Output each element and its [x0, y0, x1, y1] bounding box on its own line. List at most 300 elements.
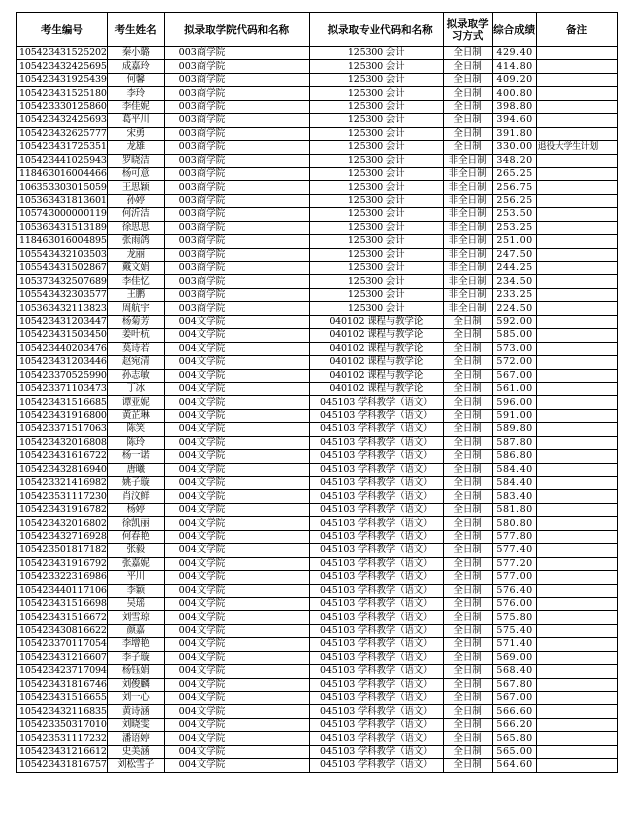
cell-candidate-id: 105423431525202: [17, 47, 108, 60]
cell-candidate-name: 吴瑶: [107, 597, 164, 610]
cell-candidate-id: 105423440117106: [17, 584, 108, 597]
cell-study-mode: 全日制: [443, 141, 492, 154]
cell-score: 584.40: [492, 477, 536, 490]
cell-score: 573.00: [492, 342, 536, 355]
cell-college: 003商学院: [164, 302, 309, 315]
cell-major: 125300 会计: [309, 194, 443, 207]
cell-college: 004文学院: [164, 423, 309, 436]
cell-candidate-name: 杨钰娟: [107, 665, 164, 678]
cell-college: 004文学院: [164, 315, 309, 328]
cell-study-mode: 非全日制: [443, 167, 492, 180]
cell-major: 045103 学科教学（语文）: [309, 463, 443, 476]
table-row: [17, 141, 618, 154]
cell-college: 004文学院: [164, 611, 309, 624]
cell-remark: [536, 745, 617, 758]
cell-college: 003商学院: [164, 73, 309, 86]
cell-score: 253.50: [492, 208, 536, 221]
cell-major: 045103 学科教学（语文）: [309, 544, 443, 557]
cell-score: 564.60: [492, 759, 536, 772]
cell-college: 003商学院: [164, 262, 309, 275]
cell-major: 045103 学科教学（语文）: [309, 705, 443, 718]
cell-candidate-name: 戴文娟: [107, 262, 164, 275]
table-row: [17, 571, 618, 584]
cell-college: 004文学院: [164, 557, 309, 570]
cell-study-mode: 全日制: [443, 732, 492, 745]
cell-study-mode: 全日制: [443, 463, 492, 476]
cell-study-mode: 全日制: [443, 597, 492, 610]
cell-remark: [536, 329, 617, 342]
cell-score: 586.80: [492, 450, 536, 463]
cell-study-mode: 全日制: [443, 127, 492, 140]
table-body: [17, 47, 618, 773]
cell-major: 045103 学科教学（语文）: [309, 678, 443, 691]
table-row: [17, 759, 618, 772]
cell-candidate-id: 105423431916782: [17, 503, 108, 516]
cell-candidate-name: 孙志敏: [107, 369, 164, 382]
cell-remark: [536, 732, 617, 745]
cell-candidate-id: 105423431503450: [17, 329, 108, 342]
cell-remark: [536, 463, 617, 476]
table-row: [17, 181, 618, 194]
cell-major: 125300 会计: [309, 221, 443, 234]
cell-score: 577.40: [492, 544, 536, 557]
cell-major: 125300 会计: [309, 167, 443, 180]
cell-candidate-id: 105423432716928: [17, 530, 108, 543]
cell-remark: [536, 262, 617, 275]
cell-score: 265.25: [492, 167, 536, 180]
cell-college: 004文学院: [164, 665, 309, 678]
cell-remark: [536, 60, 617, 73]
table-row: [17, 275, 618, 288]
cell-study-mode: 全日制: [443, 73, 492, 86]
cell-remark: 退役大学生计划: [536, 141, 617, 154]
cell-candidate-name: 潘语婷: [107, 732, 164, 745]
cell-remark: [536, 100, 617, 113]
cell-candidate-id: 105423371103473: [17, 382, 108, 395]
cell-candidate-id: 105423431516672: [17, 611, 108, 624]
cell-candidate-name: 李增艳: [107, 638, 164, 651]
header-remark: 备注: [536, 13, 617, 47]
cell-study-mode: 非全日制: [443, 248, 492, 261]
cell-candidate-id: 105423431216612: [17, 745, 108, 758]
cell-candidate-name: 陈笑: [107, 423, 164, 436]
cell-candidate-name: 黄芷琳: [107, 409, 164, 422]
cell-major: 125300 会计: [309, 141, 443, 154]
cell-college: 004文学院: [164, 477, 309, 490]
cell-college: 004文学院: [164, 759, 309, 772]
table-row: [17, 235, 618, 248]
cell-candidate-id: 105423330125860: [17, 100, 108, 113]
cell-candidate-name: 龙雄: [107, 141, 164, 154]
cell-candidate-id: 105363432113823: [17, 302, 108, 315]
cell-study-mode: 非全日制: [443, 208, 492, 221]
cell-candidate-id: 105423432016808: [17, 436, 108, 449]
cell-remark: [536, 73, 617, 86]
table-row: [17, 87, 618, 100]
cell-score: 561.00: [492, 382, 536, 395]
cell-candidate-name: 杨婷: [107, 503, 164, 516]
cell-candidate-name: 王鹏: [107, 288, 164, 301]
cell-college: 004文学院: [164, 396, 309, 409]
cell-college: 003商学院: [164, 194, 309, 207]
cell-remark: [536, 47, 617, 60]
cell-remark: [536, 221, 617, 234]
cell-candidate-name: 龙丽: [107, 248, 164, 261]
table-row: [17, 463, 618, 476]
cell-score: 572.00: [492, 356, 536, 369]
table-row: [17, 638, 618, 651]
cell-college: 004文学院: [164, 517, 309, 530]
table-row: [17, 436, 618, 449]
cell-study-mode: 全日制: [443, 47, 492, 60]
cell-study-mode: 全日制: [443, 665, 492, 678]
table-row: [17, 194, 618, 207]
cell-remark: [536, 436, 617, 449]
cell-candidate-name: 李子璇: [107, 651, 164, 664]
cell-major: 045103 学科教学（语文）: [309, 624, 443, 637]
cell-college: 004文学院: [164, 584, 309, 597]
cell-study-mode: 全日制: [443, 544, 492, 557]
table-row: [17, 611, 618, 624]
cell-major: 040102 课程与教学论: [309, 342, 443, 355]
header-college: 拟录取学院代码和名称: [164, 13, 309, 47]
cell-remark: [536, 423, 617, 436]
cell-candidate-name: 葛平川: [107, 114, 164, 127]
cell-candidate-id: 105423431816757: [17, 759, 108, 772]
table-row: [17, 315, 618, 328]
table-row: [17, 678, 618, 691]
cell-study-mode: 全日制: [443, 114, 492, 127]
cell-candidate-name: 何沂洁: [107, 208, 164, 221]
cell-candidate-name: 成嘉玲: [107, 60, 164, 73]
table-row: [17, 718, 618, 731]
cell-study-mode: 全日制: [443, 369, 492, 382]
cell-candidate-name: 秦小璐: [107, 47, 164, 60]
cell-candidate-id: 105423321416982: [17, 477, 108, 490]
cell-remark: [536, 584, 617, 597]
header-candidate-name: 考生姓名: [107, 13, 164, 47]
cell-study-mode: 非全日制: [443, 262, 492, 275]
cell-remark: [536, 557, 617, 570]
cell-score: 585.00: [492, 329, 536, 342]
cell-college: 003商学院: [164, 221, 309, 234]
cell-candidate-name: 陈玲: [107, 436, 164, 449]
cell-study-mode: 全日制: [443, 382, 492, 395]
cell-remark: [536, 530, 617, 543]
cell-major: 045103 学科教学（语文）: [309, 517, 443, 530]
cell-score: 391.80: [492, 127, 536, 140]
cell-college: 004文学院: [164, 678, 309, 691]
cell-college: 003商学院: [164, 235, 309, 248]
cell-college: 003商学院: [164, 181, 309, 194]
cell-candidate-id: 105423431916800: [17, 409, 108, 422]
cell-study-mode: 全日制: [443, 356, 492, 369]
table-row: [17, 503, 618, 516]
cell-major: 125300 会计: [309, 73, 443, 86]
cell-score: 429.40: [492, 47, 536, 60]
cell-remark: [536, 705, 617, 718]
cell-score: 234.50: [492, 275, 536, 288]
cell-major: 045103 学科教学（语文）: [309, 503, 443, 516]
cell-remark: [536, 678, 617, 691]
cell-remark: [536, 759, 617, 772]
cell-candidate-id: 105423431916792: [17, 557, 108, 570]
cell-remark: [536, 87, 617, 100]
cell-score: 567.00: [492, 692, 536, 705]
cell-remark: [536, 611, 617, 624]
cell-score: 567.00: [492, 369, 536, 382]
cell-major: 045103 学科教学（语文）: [309, 651, 443, 664]
cell-study-mode: 全日制: [443, 315, 492, 328]
cell-score: 589.80: [492, 423, 536, 436]
cell-study-mode: 全日制: [443, 611, 492, 624]
cell-remark: [536, 396, 617, 409]
cell-candidate-id: 105423441025943: [17, 154, 108, 167]
cell-candidate-name: 莫诗若: [107, 342, 164, 355]
cell-remark: [536, 597, 617, 610]
cell-major: 045103 学科教学（语文）: [309, 557, 443, 570]
cell-score: 256.25: [492, 194, 536, 207]
table-row: [17, 248, 618, 261]
cell-major: 040102 课程与教学论: [309, 382, 443, 395]
cell-major: 125300 会计: [309, 47, 443, 60]
cell-study-mode: 全日制: [443, 745, 492, 758]
cell-study-mode: 全日制: [443, 342, 492, 355]
table-row: [17, 369, 618, 382]
cell-candidate-id: 105423501817182: [17, 544, 108, 557]
cell-remark: [536, 692, 617, 705]
cell-candidate-name: 杨可意: [107, 167, 164, 180]
cell-college: 004文学院: [164, 490, 309, 503]
cell-major: 045103 学科教学（语文）: [309, 745, 443, 758]
cell-candidate-name: 黄诗涵: [107, 705, 164, 718]
table-row: [17, 356, 618, 369]
cell-candidate-name: 何春艳: [107, 530, 164, 543]
cell-candidate-id: 105543431502867: [17, 262, 108, 275]
cell-study-mode: 全日制: [443, 477, 492, 490]
cell-candidate-name: 李玲: [107, 87, 164, 100]
cell-score: 584.40: [492, 463, 536, 476]
cell-college: 004文学院: [164, 503, 309, 516]
cell-college: 004文学院: [164, 382, 309, 395]
cell-candidate-id: 105423432425693: [17, 114, 108, 127]
admission-list-sheet: [16, 12, 618, 773]
cell-remark: [536, 571, 617, 584]
cell-college: 004文学院: [164, 705, 309, 718]
cell-candidate-name: 平川: [107, 571, 164, 584]
cell-study-mode: 全日制: [443, 624, 492, 637]
cell-college: 004文学院: [164, 638, 309, 651]
cell-remark: [536, 369, 617, 382]
table-row: [17, 288, 618, 301]
cell-study-mode: 全日制: [443, 87, 492, 100]
cell-major: 125300 会计: [309, 248, 443, 261]
cell-study-mode: 全日制: [443, 329, 492, 342]
cell-candidate-name: 孙婷: [107, 194, 164, 207]
cell-candidate-name: 何馨: [107, 73, 164, 86]
cell-candidate-id: 105423531117232: [17, 732, 108, 745]
cell-major: 045103 学科教学（语文）: [309, 638, 443, 651]
cell-major: 040102 课程与教学论: [309, 329, 443, 342]
table-row: [17, 745, 618, 758]
table-row: [17, 396, 618, 409]
cell-remark: [536, 382, 617, 395]
header-score: 综合成绩: [492, 13, 536, 47]
cell-remark: [536, 409, 617, 422]
cell-study-mode: 非全日制: [443, 302, 492, 315]
cell-major: 045103 学科教学（语文）: [309, 584, 443, 597]
cell-candidate-id: 105423431816746: [17, 678, 108, 691]
cell-study-mode: 非全日制: [443, 194, 492, 207]
cell-remark: [536, 235, 617, 248]
cell-candidate-id: 105423371517063: [17, 423, 108, 436]
cell-major: 125300 会计: [309, 127, 443, 140]
cell-study-mode: 全日制: [443, 517, 492, 530]
cell-candidate-id: 105423370525990: [17, 369, 108, 382]
cell-study-mode: 全日制: [443, 423, 492, 436]
cell-candidate-id: 105423423717094: [17, 665, 108, 678]
cell-major: 045103 学科教学（语文）: [309, 530, 443, 543]
table-row: [17, 665, 618, 678]
cell-remark: [536, 288, 617, 301]
cell-score: 577.80: [492, 530, 536, 543]
cell-major: 125300 会计: [309, 302, 443, 315]
table-row: [17, 597, 618, 610]
cell-score: 576.40: [492, 584, 536, 597]
cell-remark: [536, 490, 617, 503]
cell-remark: [536, 154, 617, 167]
table-row: [17, 732, 618, 745]
cell-candidate-name: 刘一心: [107, 692, 164, 705]
cell-score: 244.25: [492, 262, 536, 275]
cell-score: 567.80: [492, 678, 536, 691]
cell-remark: [536, 624, 617, 637]
table-row: [17, 651, 618, 664]
admission-table: [16, 12, 618, 773]
cell-candidate-id: 105423431203446: [17, 356, 108, 369]
cell-candidate-name: 张雨鸽: [107, 235, 164, 248]
cell-college: 004文学院: [164, 329, 309, 342]
cell-remark: [536, 450, 617, 463]
cell-college: 003商学院: [164, 167, 309, 180]
cell-major: 045103 学科教学（语文）: [309, 423, 443, 436]
cell-college: 004文学院: [164, 409, 309, 422]
table-row: [17, 302, 618, 315]
cell-score: 348.20: [492, 154, 536, 167]
cell-study-mode: 非全日制: [443, 235, 492, 248]
cell-candidate-id: 105363431813601: [17, 194, 108, 207]
cell-remark: [536, 477, 617, 490]
cell-remark: [536, 248, 617, 261]
cell-score: 565.00: [492, 745, 536, 758]
cell-score: 253.25: [492, 221, 536, 234]
cell-remark: [536, 114, 617, 127]
cell-candidate-id: 105423431516698: [17, 597, 108, 610]
table-row: [17, 477, 618, 490]
cell-candidate-id: 105423370117054: [17, 638, 108, 651]
cell-candidate-id: 105543432303577: [17, 288, 108, 301]
cell-study-mode: 全日制: [443, 409, 492, 422]
cell-candidate-name: 唐曦: [107, 463, 164, 476]
cell-candidate-name: 丁冰: [107, 382, 164, 395]
cell-score: 571.40: [492, 638, 536, 651]
cell-candidate-name: 周航宇: [107, 302, 164, 315]
cell-major: 125300 会计: [309, 288, 443, 301]
table-row: [17, 154, 618, 167]
cell-college: 003商学院: [164, 127, 309, 140]
cell-major: 125300 会计: [309, 181, 443, 194]
cell-study-mode: 全日制: [443, 651, 492, 664]
table-row: [17, 692, 618, 705]
cell-remark: [536, 342, 617, 355]
cell-college: 004文学院: [164, 597, 309, 610]
cell-remark: [536, 517, 617, 530]
cell-score: 566.60: [492, 705, 536, 718]
cell-major: 045103 学科教学（语文）: [309, 477, 443, 490]
cell-candidate-name: 姜叶杭: [107, 329, 164, 342]
cell-score: 575.40: [492, 624, 536, 637]
header-study-mode: 拟录取学习方式: [443, 13, 492, 47]
cell-candidate-id: 105423431525180: [17, 87, 108, 100]
cell-study-mode: 全日制: [443, 678, 492, 691]
cell-score: 400.80: [492, 87, 536, 100]
cell-major: 045103 学科教学（语文）: [309, 759, 443, 772]
cell-study-mode: 非全日制: [443, 181, 492, 194]
cell-candidate-name: 杨一诺: [107, 450, 164, 463]
cell-candidate-name: 张嘉妮: [107, 557, 164, 570]
cell-candidate-id: 105423432425695: [17, 60, 108, 73]
cell-candidate-id: 118463016004895: [17, 235, 108, 248]
cell-major: 045103 学科教学（语文）: [309, 490, 443, 503]
cell-candidate-id: 105423431203447: [17, 315, 108, 328]
header-major: 拟录取专业代码和名称: [309, 13, 443, 47]
table-row: [17, 517, 618, 530]
cell-candidate-id: 106353303015059: [17, 181, 108, 194]
cell-study-mode: 非全日制: [443, 221, 492, 234]
cell-candidate-id: 105423322316986: [17, 571, 108, 584]
cell-college: 003商学院: [164, 60, 309, 73]
cell-major: 125300 会计: [309, 208, 443, 221]
cell-candidate-id: 105423432625777: [17, 127, 108, 140]
cell-candidate-name: 刘俊麟: [107, 678, 164, 691]
cell-candidate-name: 宋勇: [107, 127, 164, 140]
cell-candidate-id: 105423432016802: [17, 517, 108, 530]
cell-major: 125300 会计: [309, 60, 443, 73]
cell-candidate-name: 徐思思: [107, 221, 164, 234]
cell-study-mode: 全日制: [443, 503, 492, 516]
cell-study-mode: 全日制: [443, 692, 492, 705]
cell-candidate-id: 105423431725351: [17, 141, 108, 154]
cell-college: 004文学院: [164, 651, 309, 664]
cell-candidate-name: 王思颖: [107, 181, 164, 194]
table-row: [17, 423, 618, 436]
cell-candidate-id: 105373432507689: [17, 275, 108, 288]
cell-major: 125300 会计: [309, 87, 443, 100]
cell-score: 409.20: [492, 73, 536, 86]
cell-major: 045103 学科教学（语文）: [309, 436, 443, 449]
cell-college: 004文学院: [164, 718, 309, 731]
cell-major: 125300 会计: [309, 100, 443, 113]
cell-candidate-id: 105543432103503: [17, 248, 108, 261]
cell-score: 580.80: [492, 517, 536, 530]
cell-college: 004文学院: [164, 544, 309, 557]
cell-study-mode: 非全日制: [443, 288, 492, 301]
cell-remark: [536, 275, 617, 288]
cell-candidate-id: 105423431616722: [17, 450, 108, 463]
cell-remark: [536, 194, 617, 207]
cell-college: 004文学院: [164, 450, 309, 463]
table-row: [17, 114, 618, 127]
